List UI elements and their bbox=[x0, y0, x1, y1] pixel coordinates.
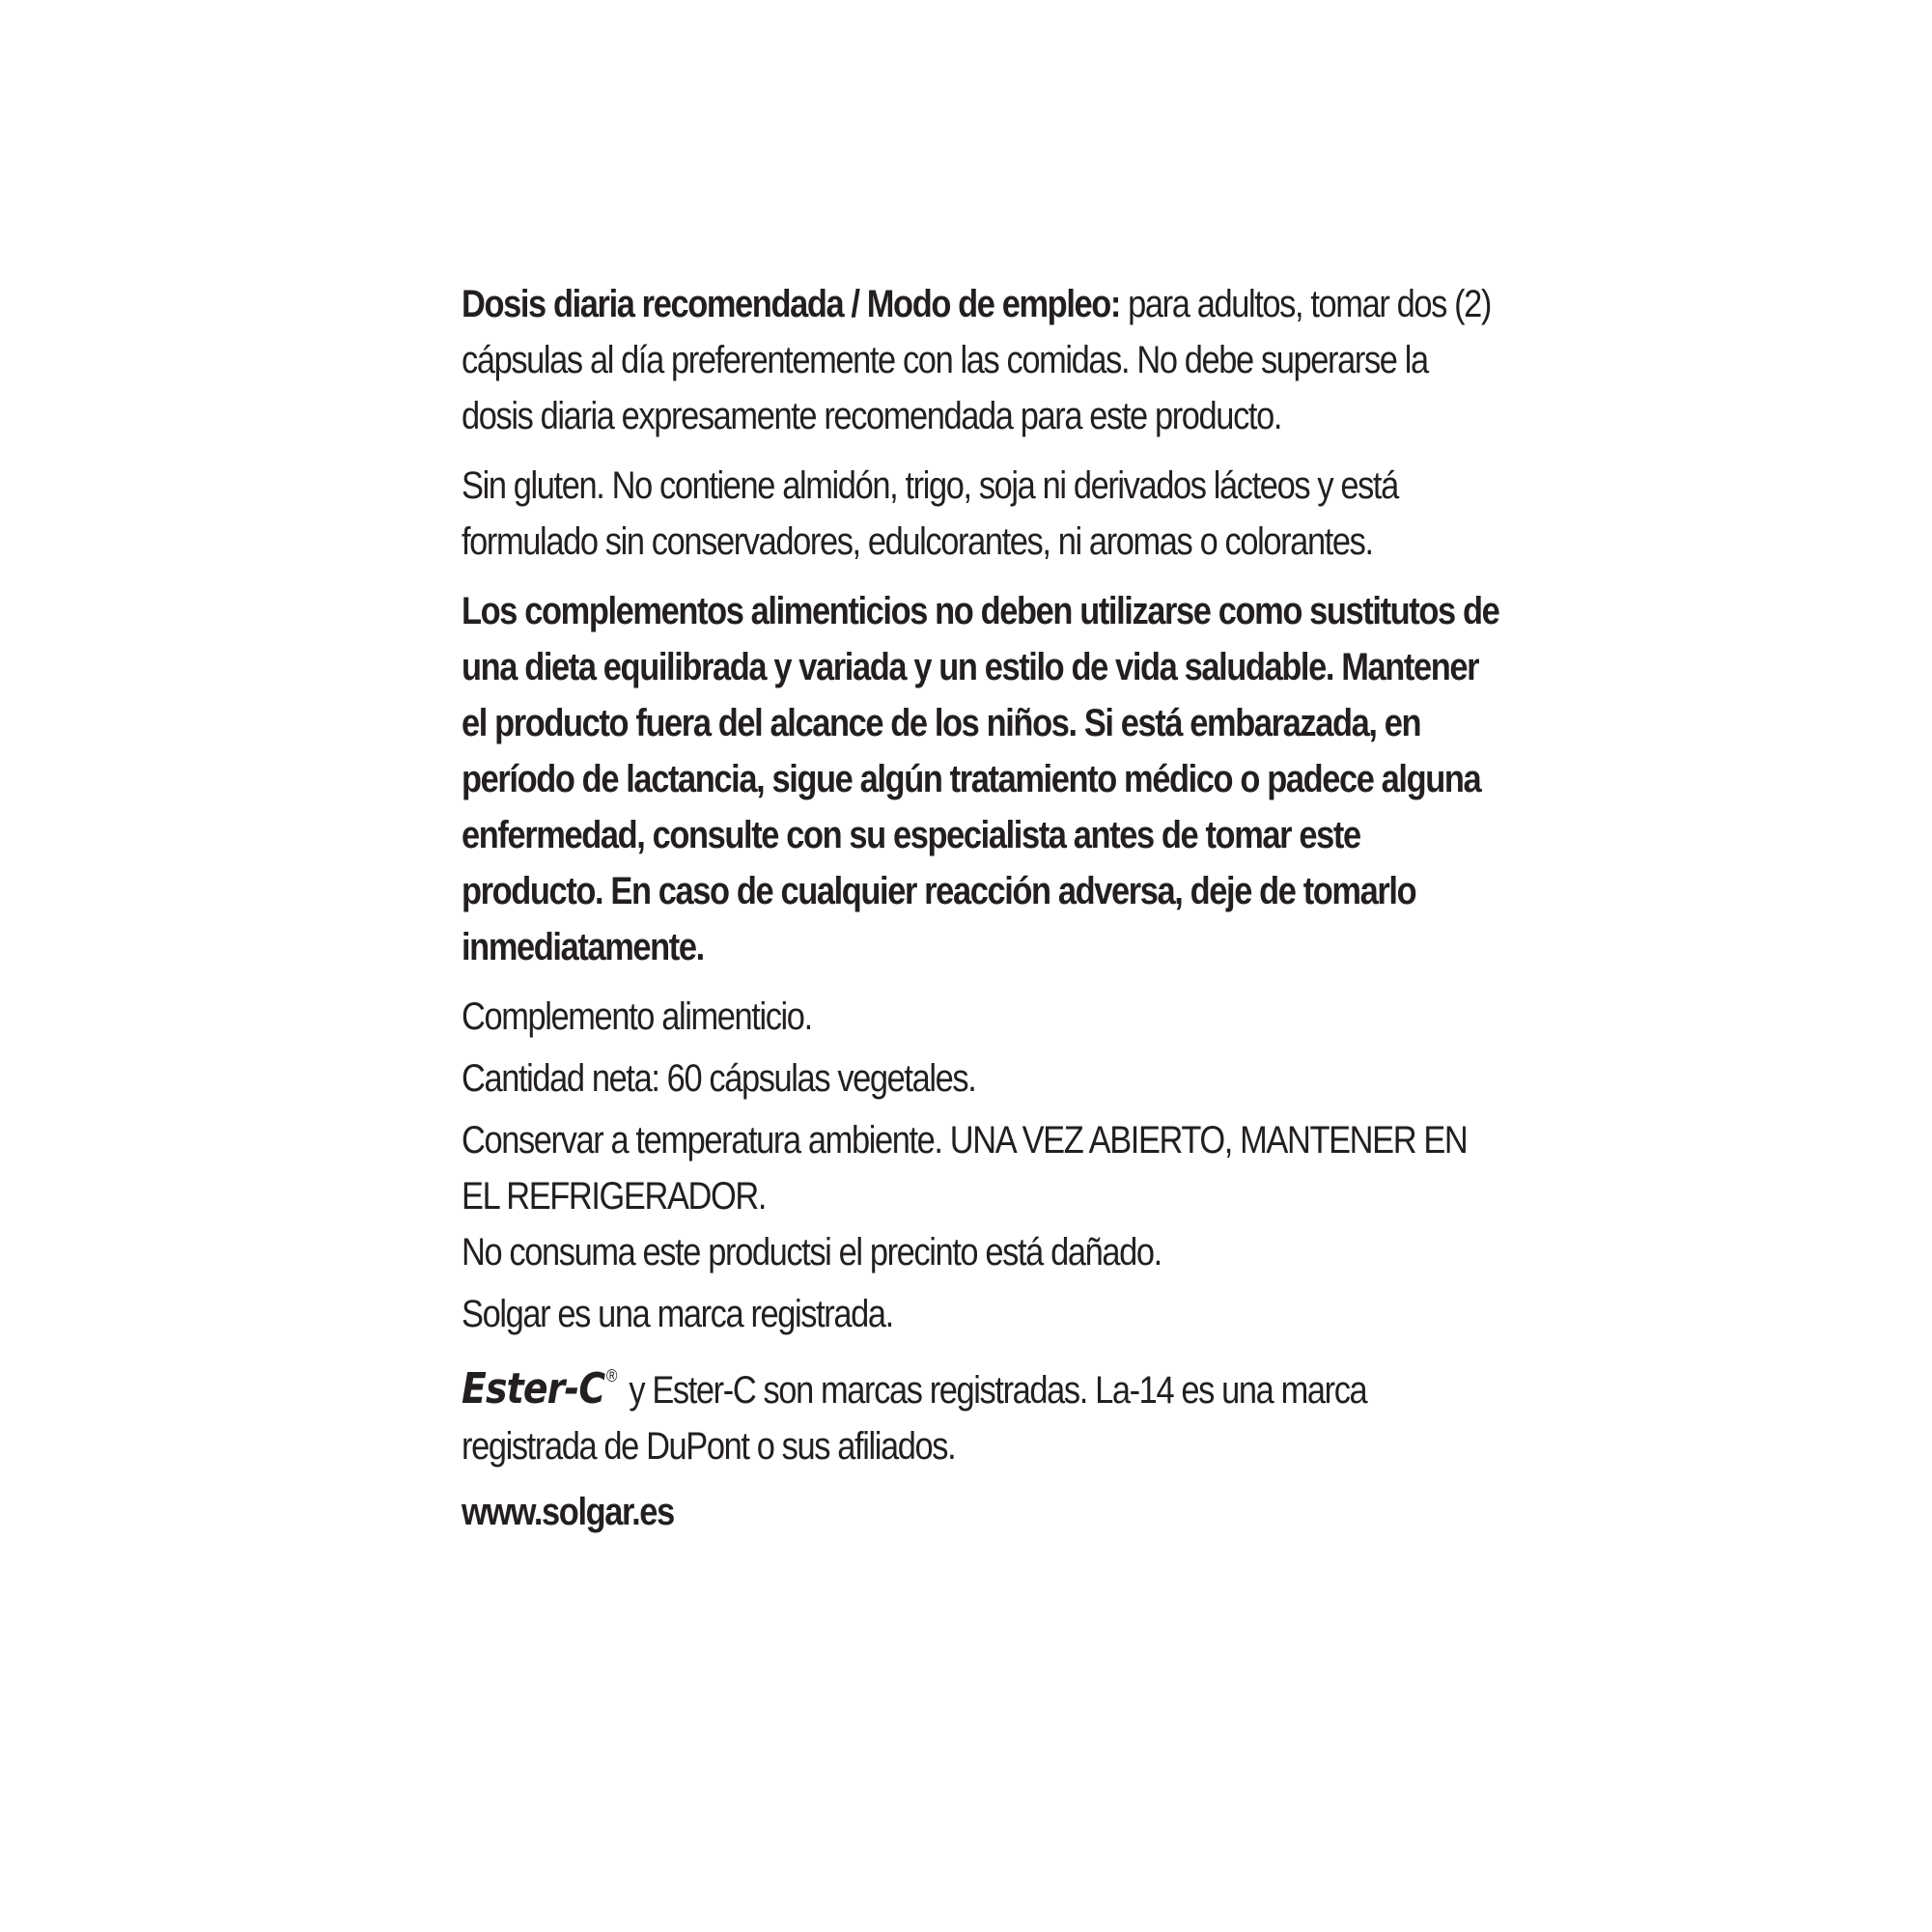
website-link[interactable]: www.solgar.es bbox=[462, 1491, 674, 1533]
product-type: Complemento alimenticio. bbox=[462, 995, 812, 1038]
warning-paragraph: Los complementos alimenticios no deben utilizarse como sustitutos de una dieta equilibrada y variada y un estilo de vida saludable. Mantener el producto fuera del alcance de los niños. Si está embarazada, en período de lactancia, sigue algún tratamiento médico o padece alguna enfermedad, consulte con su especialista antes de tomar este producto. En caso de cualquier reacción adversa, deje de tomarlo inmediatamente. bbox=[462, 590, 1499, 968]
dosage-text: para adultos, tomar dos (2) cápsulas al día preferentemente con las comidas. No debe superarse la dosis diaria expresamente recomendada para este producto. bbox=[462, 283, 1492, 437]
free-from-paragraph: Sin gluten. No contiene almidón, trigo, soja ni derivados lácteos y está formulado sin conservadores, edulcorantes, ni aromas o colorantes. bbox=[462, 464, 1398, 563]
trademark-ester-text: y Ester-C son marcas registradas. La-14 es una marca registrada de DuPont o sus afiliados. bbox=[462, 1369, 1367, 1468]
storage-instructions: Conservar a temperatura ambiente. UNA VEZ ABIERTO, MANTENER EN EL REFRIGERADOR. bbox=[462, 1119, 1468, 1218]
dosage-paragraph bbox=[462, 276, 1504, 444]
trademark-ester-paragraph bbox=[462, 1348, 1504, 1474]
label-text-block bbox=[462, 276, 1504, 1540]
trademark-solgar: Solgar es una marca registrada. bbox=[462, 1293, 893, 1335]
ester-c-logo: Ester-C bbox=[462, 1364, 605, 1414]
seal-notice: No consuma este productsi el precinto está dañado. bbox=[462, 1231, 1162, 1274]
net-quantity: Cantidad neta: 60 cápsulas vegetales. bbox=[462, 1057, 976, 1100]
dosage-heading: Dosis diaria recomendada / Modo de empleo: bbox=[462, 283, 1120, 325]
registered-mark: ® bbox=[605, 1366, 617, 1386]
